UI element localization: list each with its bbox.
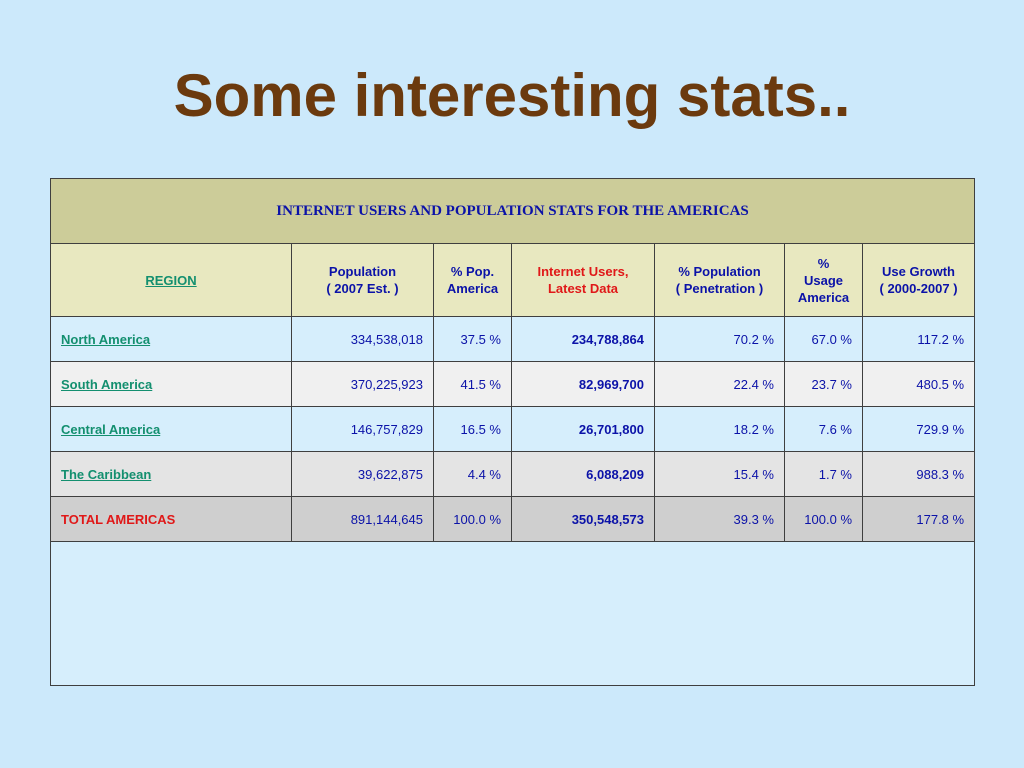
header-penetration-label: % Population <box>678 264 761 279</box>
pct-pop-cell: 41.5 % <box>434 362 512 407</box>
population-cell: 370,225,923 <box>292 362 434 407</box>
total-usage-cell: 100.0 % <box>785 497 863 542</box>
header-usage-sub2: America <box>797 289 850 305</box>
usage-cell: 1.7 % <box>785 452 863 497</box>
pct-pop-cell: 4.4 % <box>434 452 512 497</box>
usage-cell: 23.7 % <box>785 362 863 407</box>
total-region-cell <box>51 497 292 542</box>
header-pct-pop-sub: America <box>446 281 499 296</box>
total-pct-pop-cell: 100.0 % <box>434 497 512 542</box>
header-region-link[interactable]: REGION <box>145 272 197 288</box>
header-growth-label: Use Growth <box>882 264 956 279</box>
table-caption-row <box>51 179 975 244</box>
header-usage-label: % <box>817 255 830 271</box>
empty-cell <box>51 542 975 686</box>
internet-users-cell: 6,088,209 <box>512 452 655 497</box>
population-cell: 39,622,875 <box>292 452 434 497</box>
penetration-cell: 15.4 % <box>655 452 785 497</box>
header-penetration <box>655 244 785 317</box>
region-link-south-america[interactable]: South America <box>61 376 153 392</box>
header-penetration-sub: ( Penetration ) <box>675 281 764 296</box>
header-internet-users <box>512 244 655 317</box>
table-empty-row <box>51 542 975 686</box>
stats-table <box>50 178 975 686</box>
table-row <box>51 452 975 497</box>
penetration-cell: 18.2 % <box>655 407 785 452</box>
table-row <box>51 362 975 407</box>
header-growth <box>863 244 975 317</box>
growth-cell: 729.9 % <box>863 407 975 452</box>
region-link-the-caribbean[interactable]: The Caribbean <box>61 466 152 482</box>
header-region[interactable] <box>51 244 292 317</box>
total-population-cell: 891,144,645 <box>292 497 434 542</box>
region-cell[interactable] <box>51 362 292 407</box>
growth-cell: 480.5 % <box>863 362 975 407</box>
region-cell[interactable] <box>51 452 292 497</box>
growth-cell: 988.3 % <box>863 452 975 497</box>
header-growth-sub: ( 2000-2007 ) <box>879 281 958 296</box>
table-total-row <box>51 497 975 542</box>
internet-users-cell: 26,701,800 <box>512 407 655 452</box>
internet-users-cell: 82,969,700 <box>512 362 655 407</box>
region-link-central-america[interactable]: Central America <box>61 421 161 437</box>
usage-cell: 67.0 % <box>785 317 863 362</box>
internet-users-cell: 234,788,864 <box>512 317 655 362</box>
pct-pop-cell: 37.5 % <box>434 317 512 362</box>
pct-pop-cell: 16.5 % <box>434 407 512 452</box>
penetration-cell: 22.4 % <box>655 362 785 407</box>
penetration-cell: 70.2 % <box>655 317 785 362</box>
total-penetration-cell: 39.3 % <box>655 497 785 542</box>
region-cell[interactable] <box>51 317 292 362</box>
table-row <box>51 407 975 452</box>
slide-title: Some interesting stats.. <box>173 62 851 129</box>
header-internet-users-label: Internet Users, <box>537 264 629 279</box>
header-pct-pop <box>434 244 512 317</box>
total-internet-users-cell: 350,548,573 <box>512 497 655 542</box>
header-population-label: Population <box>328 264 397 279</box>
growth-cell: 117.2 % <box>863 317 975 362</box>
region-cell[interactable] <box>51 407 292 452</box>
population-cell: 146,757,829 <box>292 407 434 452</box>
header-usage <box>785 244 863 317</box>
header-population <box>292 244 434 317</box>
total-region-label: TOTAL AMERICAS <box>61 511 176 527</box>
header-usage-sub: Usage <box>803 272 844 288</box>
header-pct-pop-label: % Pop. <box>450 264 495 279</box>
table-caption: INTERNET USERS AND POPULATION STATS FOR THE AMERICAS <box>51 179 975 244</box>
population-cell: 334,538,018 <box>292 317 434 362</box>
header-internet-users-sub: Latest Data <box>547 281 619 296</box>
usage-cell: 7.6 % <box>785 407 863 452</box>
table-header-row <box>51 244 975 317</box>
total-growth-cell: 177.8 % <box>863 497 975 542</box>
region-link-north-america[interactable]: North America <box>61 331 151 347</box>
table-row <box>51 317 975 362</box>
header-population-sub: ( 2007 Est. ) <box>326 281 399 296</box>
